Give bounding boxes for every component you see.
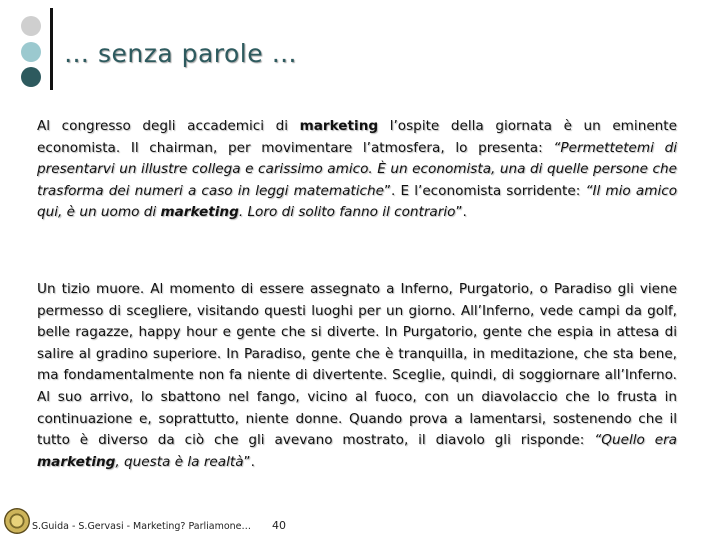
decorative-circle-dark-icon	[21, 67, 41, 87]
text-run: “Permettetemi di presentarvi un illustre collega e carissimo amico. È un economista, una di quelle persone che trasforma dei numeri a caso in leggi matematiche	[37, 139, 677, 199]
paragraph-joke-inferno	[37, 279, 677, 473]
text-run: ”.	[455, 204, 467, 221]
text-run: , questa è la realtà	[115, 453, 244, 470]
text-run: ”.	[243, 453, 255, 470]
text-run: Al congresso degli accademici di	[37, 118, 300, 134]
text-run: marketing	[37, 453, 116, 470]
slide-footer	[0, 506, 720, 540]
decorative-circle-light-icon	[21, 16, 41, 36]
paragraph-joke-economist	[37, 116, 677, 224]
text-run: ”. E l’economista sorridente:	[384, 182, 586, 199]
slide-title: … senza parole …	[64, 39, 298, 68]
title-divider-bar	[50, 8, 53, 90]
page-number: 40	[272, 519, 286, 532]
text-run: Un tizio muore. Al momento di essere assegnato a Inferno, Purgatorio, o Paradiso gli viene permesso di scegliere, visitando questi luoghi per un giorno. All’Inferno, vede campi da golf, belle ragazze, happy hour e gente che si diverte. In Purgatorio, gente che espia in attesa di salire al gradino superiore. In Paradiso, gente che è tranquilla, in meditazione, che sta bene, ma fondamentalmente non fa niente di divertente. Sceglie, quindi, di soggiornare all’Inferno. Al suo arrivo, lo sbattono nel fango, vicino al fuoco, con un diavolaccio che lo frusta in continuazione e, soprattutto, niente donne. Quando prova a lamentarsi, sostenendo che il tutto è diverso da ciò che gli avevano mostrato, il diavolo gli risponde:	[37, 281, 677, 449]
text-run: “Quello era	[594, 432, 677, 449]
decorative-circle-mid-icon	[21, 42, 41, 62]
text-run: “Il mio amico qui, è un uomo di	[37, 182, 678, 221]
footer-authors: S.Guida - S.Gervasi - Marketing? Parliamone…	[32, 521, 252, 532]
university-seal-icon	[4, 508, 30, 534]
text-run: marketing	[299, 118, 379, 134]
text-run: l’ospite della giornata è un eminente economista. Il chairman, per movimentare l’atmosfera, lo presenta:	[37, 118, 677, 156]
text-run: marketing	[160, 204, 239, 221]
text-run: . Loro di solito fanno il contrario	[238, 204, 456, 221]
